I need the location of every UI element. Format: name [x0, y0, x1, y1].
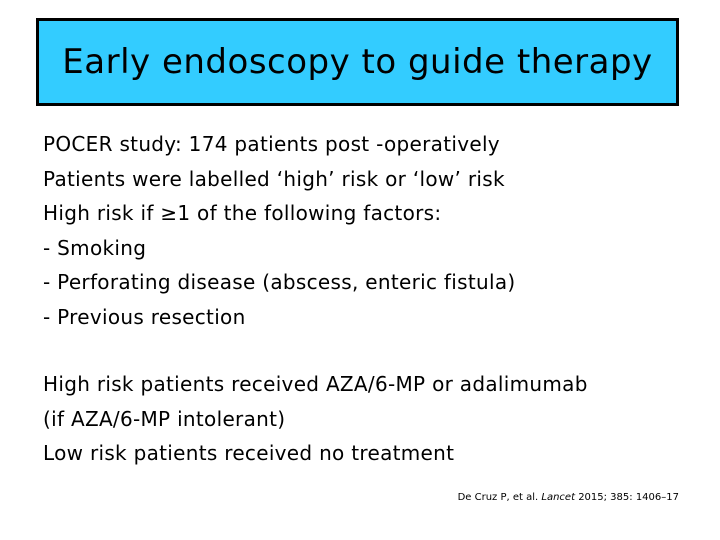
- treatment-line: High risk patients received AZA/6-MP or adalimumab: [43, 372, 588, 396]
- slide-title: Early endoscopy to guide therapy: [62, 42, 653, 82]
- citation-details: 2015; 385: 1406–17: [578, 492, 679, 503]
- citation-journal: Lancet: [541, 492, 575, 503]
- risk-factor-item: - Previous resection: [43, 304, 246, 329]
- study-line: Patients were labelled ‘high’ risk or ‘low’ risk: [43, 166, 505, 191]
- study-line: High risk if ≥1 of the following factors:: [43, 201, 442, 225]
- citation-authors: De Cruz P, et al.: [457, 492, 539, 503]
- treatment-line: Low risk patients received no treatment: [43, 441, 455, 465]
- title-box: [36, 18, 679, 106]
- citation: [458, 492, 679, 503]
- study-description: [43, 127, 516, 334]
- treatment-line: (if AZA/6-MP intolerant): [43, 406, 286, 431]
- treatment-description: [43, 367, 588, 471]
- risk-factor-item: - Smoking: [43, 235, 147, 260]
- risk-factor-item: - Perforating disease (abscess, enteric fistula): [43, 270, 516, 294]
- study-line: POCER study: 174 patients post -operatively: [43, 132, 500, 156]
